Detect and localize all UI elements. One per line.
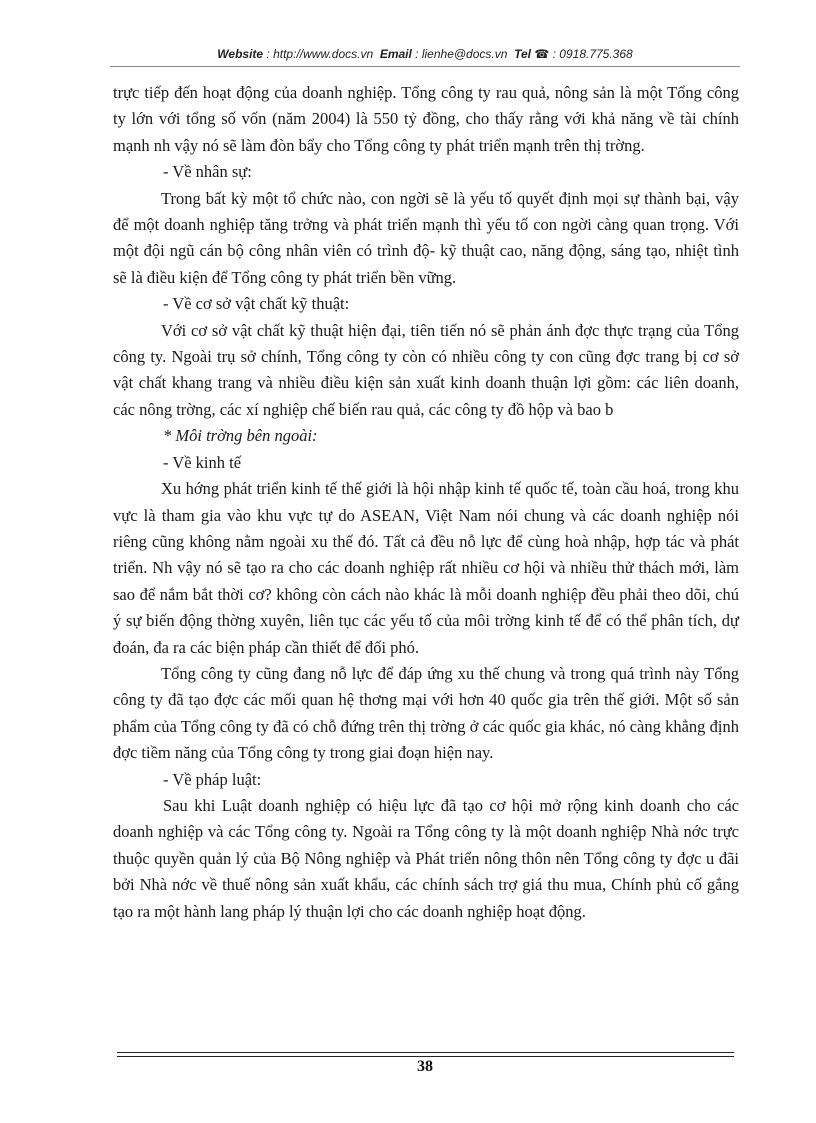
heading-economy: - Về kinh tế (163, 452, 242, 472)
paragraph-law: Sau khi Luật doanh nghiệp có hiệu lực đã tạo cơ hội mở rộng kinh doanh cho các doanh nghiệp và các Tổng công ty. Ngoài ra Tổng công ty là một doanh nghiệp Nhà nớc trực thuộc quyền quản lý của Bộ Nông nghiệp và Phát triển nông thôn nên Tổng công ty đợc u đãi bởi Nhà nớc về thuế nông sản xuất khẩu, các chính sách trợ giá thu mua, Chính phủ cố gắng tạo ra một hành lang pháp lý thuận lợi cho các doanh nghiệp hoạt động. (113, 795, 739, 921)
phone-icon: ☎ (534, 47, 550, 61)
paragraph-personnel: Trong bất kỳ một tổ chức nào, con ngời sẽ là yếu tố quyết định mọi sự thành bại, vậy để một doanh nghiệp tăng trởng và phát triển mạnh thì yếu tố con ngời càng quan trọng. Với một đội ngũ cán bộ công nhân viên có trình độ- kỹ thuật cao, năng động, sáng tạo, nhiệt tình sẽ là điều kiện để Tổng công ty phát triển bền vững. (113, 188, 739, 287)
website-value[interactable]: : http://www.docs.vn (266, 47, 374, 61)
email-value[interactable]: : lienhe@docs.vn (415, 47, 508, 61)
footer-divider (117, 1052, 734, 1057)
paragraph-economy: Xu hớng phát triển kinh tế thế giới là hội nhập kinh tế quốc tế, toàn cầu hoá, trong khu vực là tham gia vào khu vực tự do ASEAN, Việt Nam nói chung và các doanh nghiệp nói riêng cũng không nằm ngoài xu thế đó. Tất cả đều nỗ lực để cùng hoà nhập, hợp tác và phát triển. Nh vậy nó sẽ tạo ra cho các doanh nghiệp rất nhiều cơ hội và nhiều thử thách mới, làm sao để nắm bắt thời cơ? không còn cách nào khác là mỗi doanh nghiệp đều phải theo dõi, chú ý sự biến động thờng xuyên, liên tục các yếu tố của môi trờng kinh tế để có thể phân tích, dự đoán, đa ra các biện pháp cần thiết để đối phó. (113, 479, 739, 657)
page-number: 38 (417, 1058, 433, 1075)
tel-value: : 0918.775.368 (552, 47, 633, 61)
website-label: Website (217, 47, 264, 61)
tel-label: Tel (514, 47, 531, 61)
paragraph-facilities: Với cơ sở vật chất kỹ thuật hiện đại, tiên tiến nó sẽ phản ánh đợc thực trạng của Tổng công ty. Ngoài trụ sở chính, Tổng công ty còn có nhiều công ty con cũng đợc trang bị cơ sở vật chất khang trang và nhiều điều kiện sản xuất kinh doanh thuận lợi gồm: các liên doanh, các nông trờng, các xí nghiệp chế biến rau quả, các công ty đồ hộp và bao b (113, 320, 739, 419)
paragraph-finance: trực tiếp đến hoạt động của doanh nghiệp. Tổng công ty rau quả, nông sản là một Tổng công ty lớn với tổng số vốn (năm 2004) là 550 tỷ đồng, cho thấy rằng với khả năng về tài chính mạnh nh vậy nó sẽ làm đòn bẩy cho Tổng công ty phát triển mạnh trên thị trờng. (113, 83, 739, 155)
heading-personnel: - Về nhân sự: (163, 162, 252, 182)
page-header (110, 47, 740, 61)
email-label: Email (379, 47, 412, 61)
header-divider (110, 66, 740, 67)
heading-law: - Về pháp luật: (163, 769, 262, 789)
document-body (113, 80, 739, 925)
paragraph-trade: Tổng công ty cũng đang nỗ lực để đáp ứng xu thế chung và trong quá trình này Tổng công ty đã tạo đợc các mối quan hệ thơng mại với hơn 40 quốc gia trên thế giới. Một số sản phẩm của Tổng công ty đã có chỗ đứng trên thị trờng ở các quốc gia khác, nó càng khẳng định đợc tiềm năng của Tổng công ty trong giai đoạn hiện nay. (113, 663, 739, 763)
heading-external-environment: * Môi trờng bên ngoài: (163, 426, 318, 446)
heading-facilities: - Về cơ sở vật chất kỹ thuật: (163, 294, 350, 314)
